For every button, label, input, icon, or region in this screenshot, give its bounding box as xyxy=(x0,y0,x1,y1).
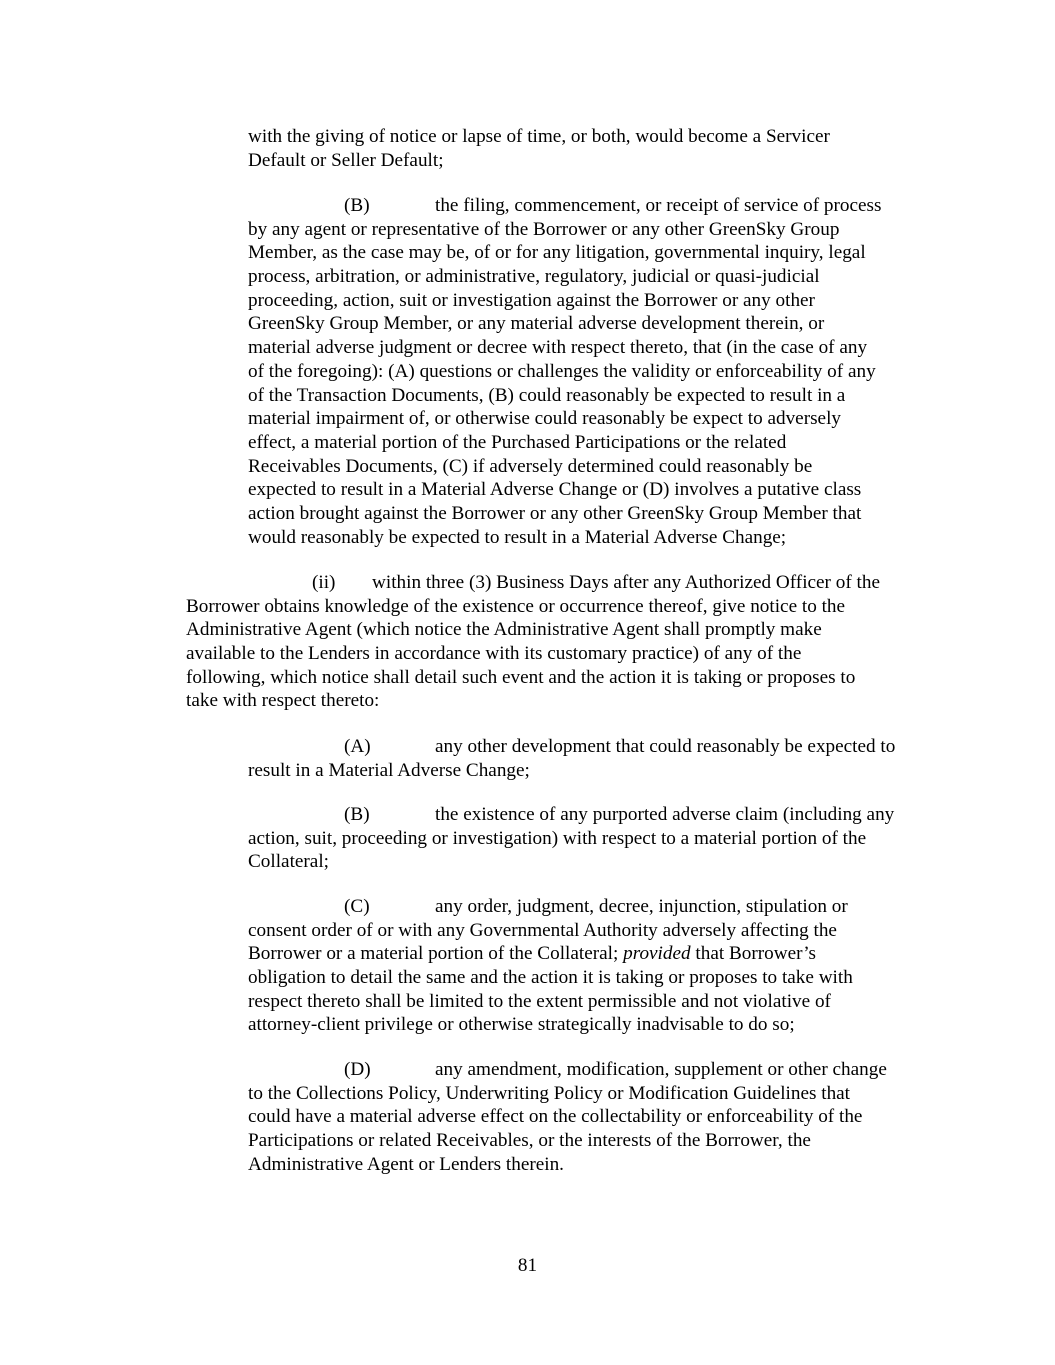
clause-label: (C) xyxy=(344,896,370,917)
text-line: obligation to detail the same and the action it is taking or proposes to take with xyxy=(248,967,853,989)
clause-c-order xyxy=(248,895,853,1037)
text-line: with the giving of notice or lapse of time, or both, would become a Servicer xyxy=(248,126,830,147)
text-line: would reasonably be expected to result in a Material Adverse Change; xyxy=(248,526,787,548)
text-line: Receivables Documents, (C) if adversely determined could reasonably be xyxy=(248,455,813,477)
text-line: material impairment of, or otherwise could reasonably be expect to adversely xyxy=(248,408,841,430)
text-line xyxy=(248,194,881,218)
page-number: 81 xyxy=(517,1255,538,1276)
text-line: material adverse judgment or decree with respect thereto, that (in the case of any xyxy=(248,337,868,359)
text-line: Administrative Agent or Lenders therein. xyxy=(248,1153,564,1175)
clause-label: (D) xyxy=(344,1059,371,1080)
clause-first-line: any amendment, modification, supplement or other change xyxy=(435,1059,887,1080)
text-line xyxy=(248,895,853,919)
proviso-after: that Borrower’s xyxy=(690,943,816,965)
clause-label: (B) xyxy=(344,195,370,216)
text-line: of the Transaction Documents, (B) could reasonably be expected to result in a xyxy=(248,384,846,406)
clause-a-development xyxy=(248,735,895,782)
text-line xyxy=(248,735,895,759)
clause-label: (B) xyxy=(344,804,370,825)
text-line: take with respect thereto: xyxy=(186,690,380,712)
text-line: of the foregoing): (A) questions or challenges the validity or enforceability of any xyxy=(248,360,876,382)
text-line: consent order of or with any Governmental Authority adversely affecting the xyxy=(248,919,837,941)
text-line: could have a material adverse effect on the collectability or enforceability of the xyxy=(248,1106,863,1128)
text-line: GreenSky Group Member, or any material adverse development therein, or xyxy=(248,313,825,335)
clause-b-litigation xyxy=(248,194,881,549)
text-line: Administrative Agent (which notice the Administrative Agent shall promptly make xyxy=(186,619,822,641)
proviso-before: Borrower or a material portion of the Collateral; xyxy=(248,943,624,965)
clause-b-adverse-claim xyxy=(248,803,894,874)
clause-d-amendment xyxy=(248,1058,887,1176)
clause-first-line: the existence of any purported adverse claim (including any xyxy=(435,804,895,825)
clause-label: (A) xyxy=(344,736,371,757)
text-line: Participations or related Receivables, or the interests of the Borrower, the xyxy=(248,1130,811,1152)
text-line xyxy=(248,1058,887,1082)
text-line: Collateral; xyxy=(248,851,329,873)
text-line: expected to result in a Material Adverse Change or (D) involves a putative class xyxy=(248,479,862,501)
text-line: respect thereto shall be limited to the extent permissible and not violative of xyxy=(248,990,831,1012)
clause-first-line: any order, judgment, decree, injunction, stipulation or xyxy=(435,896,848,917)
text-line: Borrower obtains knowledge of the existence or occurrence thereof, give notice to the xyxy=(186,595,846,617)
text-line: following, which notice shall detail such event and the action it is taking or proposes to xyxy=(186,666,856,688)
clause-ii-notice xyxy=(186,571,880,713)
text-line: available to the Lenders in accordance with its customary practice) of any of the xyxy=(186,643,802,665)
text-line: attorney-client privilege or otherwise strategically inadvisable to do so; xyxy=(248,1014,795,1036)
text-line: Member, as the case may be, of or for any litigation, governmental inquiry, legal xyxy=(248,242,866,264)
text-line: effect, a material portion of the Purchased Participations or the related xyxy=(248,431,787,453)
text-line: process, arbitration, or administrative, regulatory, judicial or quasi-judicial xyxy=(248,266,820,288)
clause-label: (ii) xyxy=(312,572,336,593)
text-line: action, suit, proceeding or investigation) with respect to a material portion of the xyxy=(248,827,867,849)
proviso-italic: provided xyxy=(623,943,691,965)
clause-first-line: the filing, commencement, or receipt of service of process xyxy=(435,195,882,216)
text-line: action brought against the Borrower or any other GreenSky Group Member that xyxy=(248,502,862,524)
text-line: result in a Material Adverse Change; xyxy=(248,759,530,781)
text-line xyxy=(186,571,880,595)
text-line: by any agent or representative of the Borrower or any other GreenSky Group xyxy=(248,218,840,240)
clause-first-line: any other development that could reasonably be expected to xyxy=(435,736,896,757)
clause-first-line: within three (3) Business Days after any Authorized Officer of the xyxy=(372,572,880,593)
text-line xyxy=(248,803,894,827)
paragraph-continuation xyxy=(248,125,830,172)
text-line xyxy=(248,942,853,966)
text-line: Default or Seller Default; xyxy=(248,149,444,171)
text-line: to the Collections Policy, Underwriting Policy or Modification Guidelines that xyxy=(248,1082,851,1104)
text-line: proceeding, action, suit or investigation against the Borrower or any other xyxy=(248,289,815,311)
